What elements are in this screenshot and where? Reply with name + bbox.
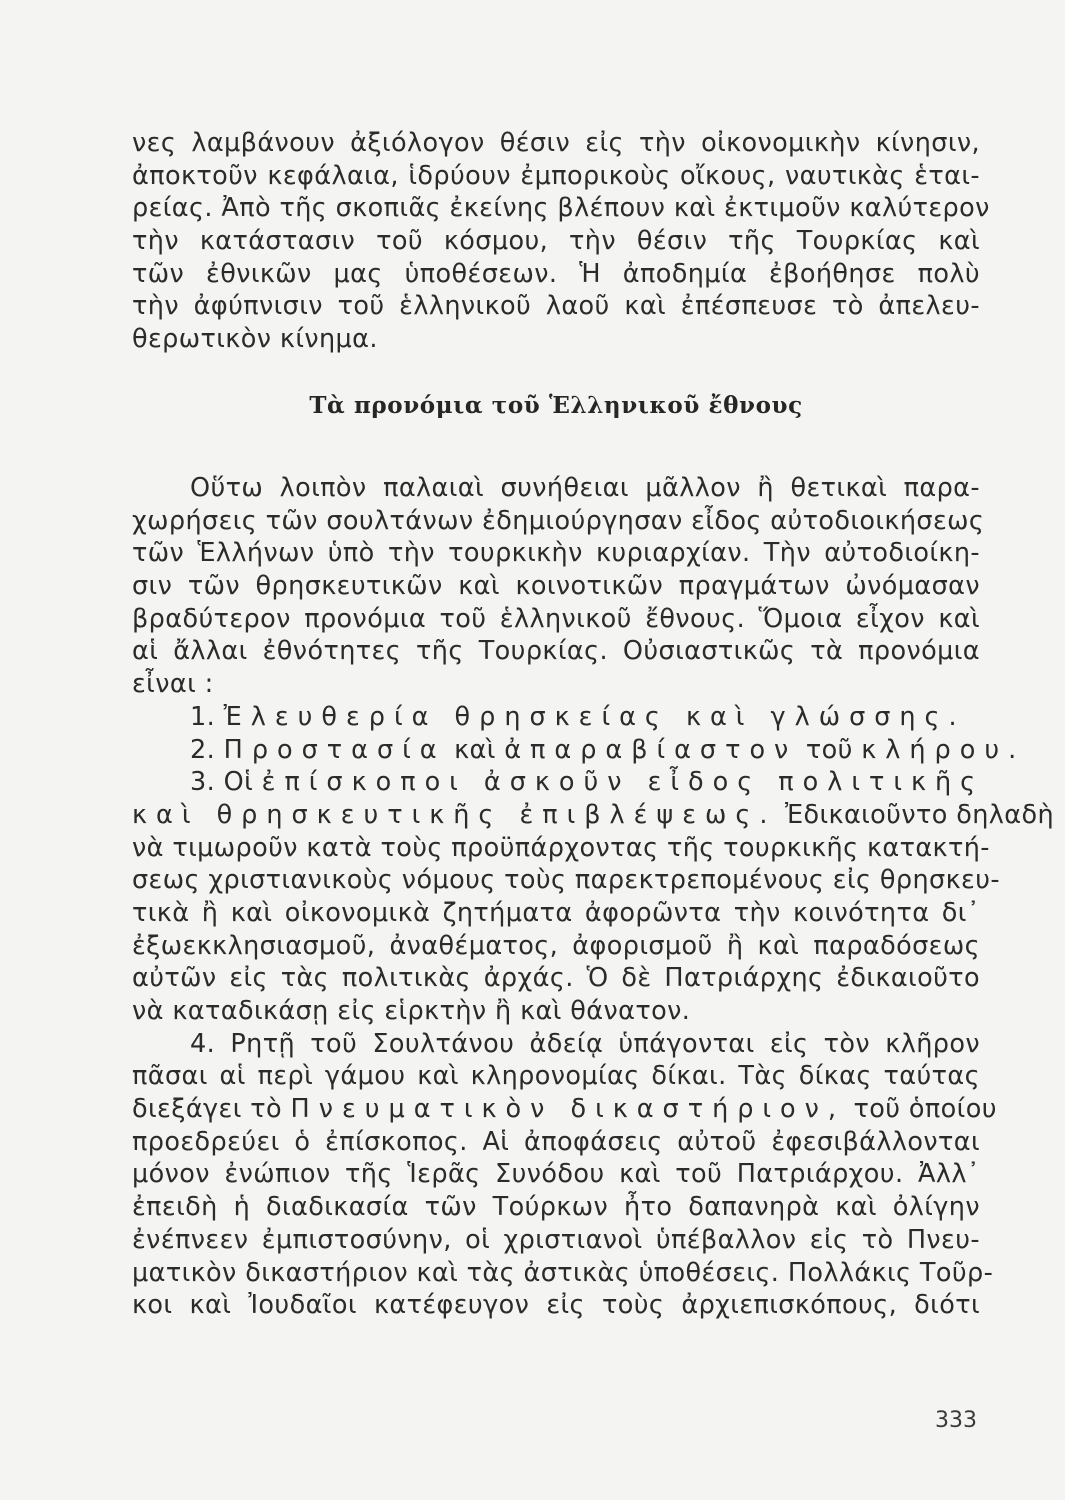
continued-paragraph xyxy=(132,127,990,356)
text-line: τικὰ ἢ καὶ οἰκονομικὰ ζητήματα ἀφορῶντα τὴν κοινότητα δι᾽ xyxy=(132,897,980,928)
text: Οἱ xyxy=(223,767,254,798)
text-line: αἱ ἄλλαι ἐθνότητες τῆς Τουρκίας. Οὐσιαστικῶς τὰ προνόμια xyxy=(132,636,980,667)
spaced-text: Προστασία xyxy=(223,734,446,765)
spaced-text: κλήρου. xyxy=(861,734,1026,765)
text-line: ἐξωεκκλησιασμοῦ, ἀναθέματος, ἀφορισμοῦ ἢ καὶ παραδόσεως xyxy=(132,930,980,961)
text-line: τὴν ἀφύπνισιν τοῦ ἑλληνικοῦ λαοῦ καὶ ἐπέσπευσε τὸ ἀπελευ- xyxy=(132,291,980,322)
intro-paragraph xyxy=(132,472,1055,1322)
text-line: εἶναι : xyxy=(132,669,214,700)
text-line: ρείας. Ἀπὸ τῆς σκοπιᾶς ἐκείνης βλέπουν καὶ ἐκτιμοῦν καλύτερον xyxy=(132,193,990,224)
text-line: αὐτῶν εἰς τὰς πολιτικὰς ἀρχάς. Ὁ δὲ Πατριάρχης ἐδικαιοῦτο xyxy=(132,963,980,994)
text-line xyxy=(132,799,1055,832)
spaced-text: καὶ θρησκευτικῆς ἐπιβλέψεως. xyxy=(132,799,777,830)
spaced-text: ἐπίσκοποι ἀσκοῦν εἶδος πολιτικῆς xyxy=(261,767,985,798)
text-line: ἀποκτοῦν κεφάλαια, ἱδρύουν ἐμπορικοὺς οἴκους, ναυτικὰς ἑται- xyxy=(132,160,980,191)
text: καὶ xyxy=(454,734,496,765)
text-line: προεδρεύει ὁ ἐπίσκοπος. Αἱ ἀποφάσεις αὐτοῦ ἐφεσιβάλλονται xyxy=(132,1126,980,1157)
text: τοῦ xyxy=(805,734,853,765)
item-number: 1. xyxy=(190,701,216,732)
text-line: νὰ τιμωροῦν κατὰ τοὺς προϋπάρχοντας τῆς τουρκικῆς κατακτή- xyxy=(132,832,990,863)
section-title: Τὰ προνόμια τοῦ Ἑλληνικοῦ ἔθνους xyxy=(309,392,803,419)
list-item-1 xyxy=(132,701,980,734)
spaced-text: Ἐλευθερία θρησκείας καὶ γλώσσης. xyxy=(223,701,966,732)
text-line: νὰ καταδικάσῃ εἰς εἱρκτὴν ἢ καὶ θάνατον. xyxy=(132,996,691,1026)
text-line: σιν τῶν θρησκευτικῶν καὶ κοινοτικῶν πραγμάτων ὠνόμασαν xyxy=(132,571,980,602)
text-line: χωρήσεις τῶν σουλτάνων ἐδημιούργησαν εἶδος αὐτοδιοικήσεως xyxy=(132,505,985,536)
text-line: ματικὸν δικαστήριον καὶ τὰς ἀστικὰς ὑποθέσεις. Πολλάκις Τοῦρ- xyxy=(132,1257,994,1288)
list-item-2 xyxy=(132,734,1026,767)
item-number: 2. xyxy=(190,734,216,765)
text-line: ἐπειδὴ ἡ διαδικασία τῶν Τούρκων ἦτο δαπανηρὰ καὶ ὀλίγην xyxy=(132,1192,980,1223)
text: τοῦ ὁποίου xyxy=(853,1094,997,1125)
list-item-3 xyxy=(132,766,985,799)
list-item-4: 4. Ρητῇ τοῦ Σουλτάνου ἀδείᾳ ὑπάγονται εἰς τὸν κλῆρον xyxy=(190,1028,980,1059)
text-line: ἐνέπνεεν ἐμπιστοσύνην, οἱ χριστιανοὶ ὑπέβαλλον εἰς τὸ Πνευ- xyxy=(132,1224,980,1255)
text: Ἐδικαιοῦντο δηλαδὴ xyxy=(784,799,1055,830)
text-line: μόνον ἐνώπιον τῆς Ἱερᾶς Συνόδου καὶ τοῦ Πατριάρχου. Ἀλλ᾽ xyxy=(132,1159,980,1190)
item-number: 3. xyxy=(190,767,216,798)
text-line: τὴν κατάστασιν τοῦ κόσμου, τὴν θέσιν τῆς Τουρκίας καὶ xyxy=(132,226,980,257)
page-number: 333 xyxy=(935,1408,977,1433)
text: διεξάγει τὸ xyxy=(132,1094,283,1125)
spaced-text: Πνευματικὸν δικαστήριον, xyxy=(290,1094,845,1125)
text-line: Οὕτω λοιπὸν παλαιαὶ συνήθειαι μᾶλλον ἢ θετικαὶ παρα- xyxy=(190,473,980,503)
text-line xyxy=(132,1093,997,1126)
text-line: θερωτικὸν κίνημα. xyxy=(132,324,378,355)
text-line: κοι καὶ Ἰουδαῖοι κατέφευγον εἰς τοὺς ἀρχιεπισκόπους, διότι xyxy=(132,1290,980,1321)
text-line: σεως χριστιανικοὺς νόμους τοὺς παρεκτρεπομένους εἰς θρησκευ- xyxy=(132,865,1000,896)
text-line: πᾶσαι αἱ περὶ γάμου καὶ κληρονομίας δίκαι. Τὰς δίκας ταύτας xyxy=(132,1061,980,1092)
text-line: τῶν ἐθνικῶν μας ὑποθέσεων. Ἡ ἀποδημία ἐβοήθησε πολὺ xyxy=(132,258,980,289)
text-line: τῶν Ἑλλήνων ὑπὸ τὴν τουρκικὴν κυριαρχίαν. Τὴν αὐτοδιοίκη- xyxy=(132,538,980,569)
text-line: βραδύτερον προνόμια τοῦ ἑλληνικοῦ ἔθνους. Ὅμοια εἶχον καὶ xyxy=(132,603,980,634)
spaced-text: ἀπαραβίαστον xyxy=(504,734,798,765)
text-line: νες λαμβάνουν ἀξιόλογον θέσιν εἰς τὴν οἰκονομικὴν κίνησιν, xyxy=(132,128,980,158)
